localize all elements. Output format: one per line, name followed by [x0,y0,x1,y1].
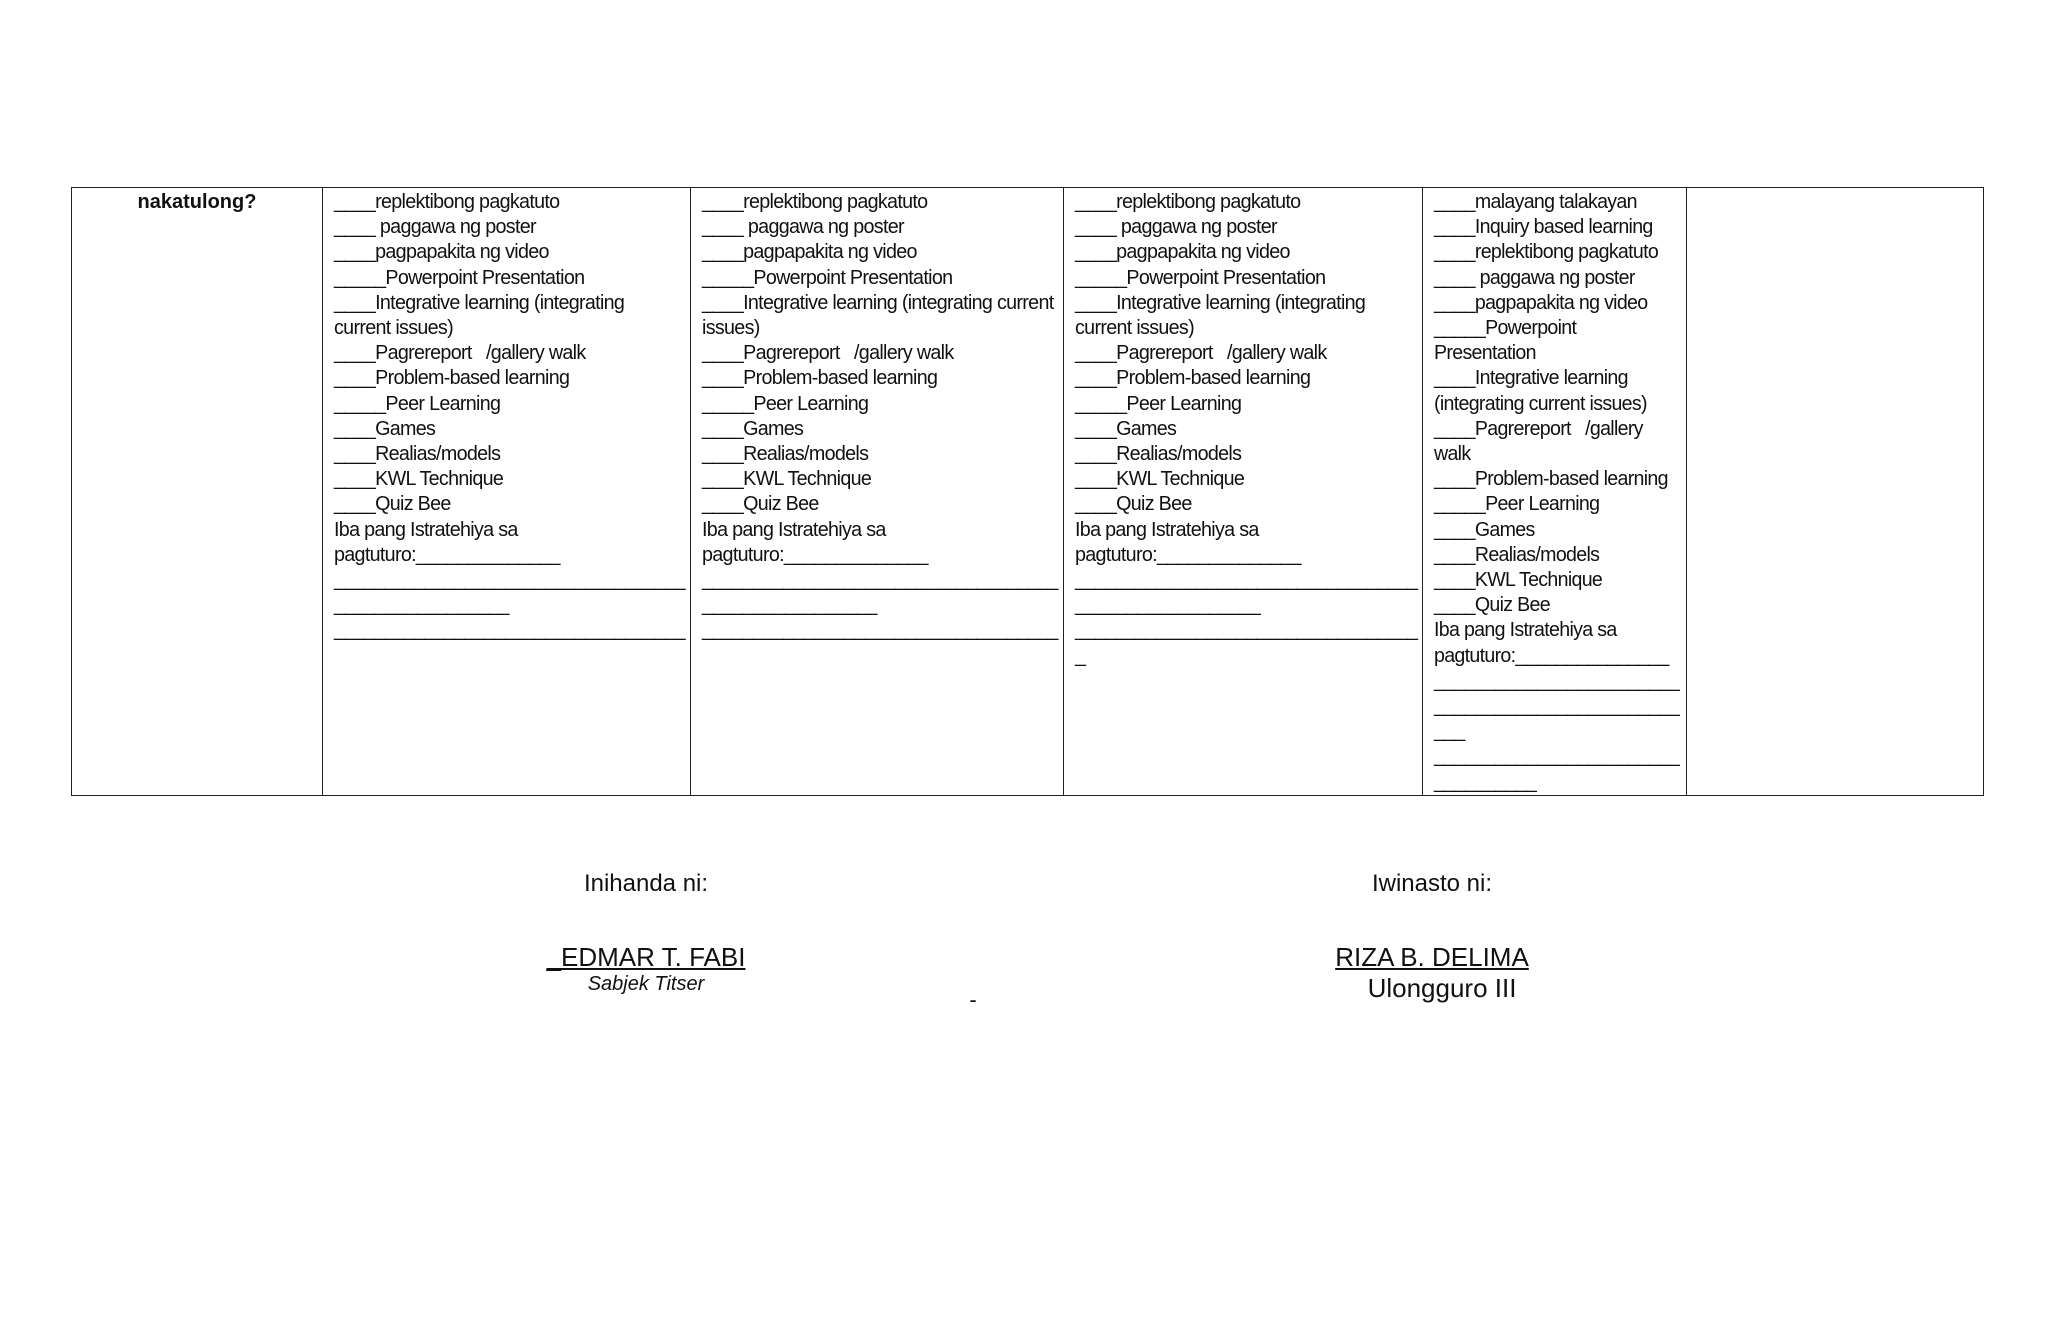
strategy-line: ____replektibong pagkatuto [702,191,928,213]
strategy-line: issues) [702,317,760,340]
strategy-line: ____Games [334,417,436,440]
center-mark: - [969,987,977,1012]
strategy-line: ____Integrative learning [1434,367,1628,390]
strategy-line: ____replektibong pagkatuto [1434,241,1659,264]
strategy-line: ____Inquiry based learning [1434,216,1653,239]
strategy-line: ____Pagrereport /gallery walk [334,342,586,365]
strategy-line: ____Games [1434,518,1535,541]
strategy-line: _____Powerpoint Presentation [334,266,585,289]
strategy-line: ____Realias/models [1075,443,1242,466]
prepared-by-name: _EDMAR T. FABI [546,942,746,972]
strategy-line: ________________________ [1434,745,1680,768]
strategy-line: __________________ [1075,594,1260,617]
strategy-line: ____Quiz Bee [1434,594,1550,617]
strategy-line: current issues) [1075,317,1194,340]
strategy-line: ___ [1434,720,1465,743]
strategy-line: ____Quiz Bee [334,493,451,516]
strategy-line: ____Pagrereport /gallery [1434,417,1643,440]
strategy-line: ____KWL Technique [334,468,504,491]
strategy-line: __________________________________ [1075,569,1418,592]
strategy-line: ____pagpapakita ng video [1434,291,1648,314]
strategy-line: Iba pang Istratehiya sa [1434,619,1617,642]
strategy-cell-2 [691,188,1064,796]
strategy-line: ____Integrative learning (integrating current [702,291,1054,314]
strategy-line: _____Peer Learning [1434,493,1600,516]
strategy-line: pagtuturo:______________ [1075,543,1301,566]
strategy-line: ________________________ [1434,669,1680,692]
checked-by-name: RIZA B. DELIMA [1335,942,1529,972]
strategy-line: ____Realias/models [702,443,869,466]
strategy-line: ____Realias/models [1434,543,1600,566]
strategy-line: __________ [1434,770,1537,793]
strategy-line: ___________________________________ [334,619,685,642]
strategy-line: ____ paggawa ng poster [702,216,904,239]
strategy-line: ____KWL Technique [1075,468,1245,491]
strategy-line: ____Pagrereport /gallery walk [702,342,954,365]
strategy-line: ____replektibong pagkatuto [1075,191,1301,213]
strategy-line: pagtuturo:______________ [334,543,560,566]
checked-by-title: Ulongguro III [1367,973,1517,1003]
strategy-line: __________________________________ [1075,619,1418,642]
strategy-line: ____pagpapakita ng video [702,241,917,264]
strategy-line: ____KWL Technique [702,468,872,491]
strategy-line: ____Problem-based learning [334,367,570,390]
strategy-cell-3 [1064,188,1423,796]
strategy-line: ____Problem-based learning [1075,367,1311,390]
strategy-line: ____Pagrereport /gallery walk [1075,342,1327,365]
strategy-line: ___________________________________ [334,569,685,592]
strategy-line: ____replektibong pagkatuto [334,191,560,213]
strategy-line: ____Integrative learning (integrating [334,291,625,314]
strategy-line: Iba pang Istratehiya sa [334,518,518,541]
strategy-line: ___________________________________ [702,619,1058,642]
strategy-line: ____KWL Technique [1434,569,1603,592]
row-label: nakatulong? [137,191,257,213]
strategy-line: pagtuturo:_______________ [1434,644,1669,667]
strategy-line: Iba pang Istratehiya sa [1075,518,1259,541]
strategy-cell-4 [1423,188,1687,796]
strategy-line: walk [1434,443,1471,466]
strategy-line: ____Integrative learning (integrating [1075,291,1366,314]
strategy-line: ___________________________________ [702,569,1058,592]
prepared-by-label: Inihanda ni: [583,870,709,897]
strategy-line: ____Realias/models [334,443,501,466]
strategy-line: ____Problem-based learning [702,367,938,390]
table-row [72,188,1984,796]
prepared-by-title: Sabjek Titser [587,973,705,995]
strategy-line: Iba pang Istratehiya sa [702,518,886,541]
strategy-line: ____Problem-based learning [1434,468,1668,491]
checked-by-label: Iwinasto ni: [1371,870,1493,897]
strategy-line: ____pagpapakita ng video [334,241,549,264]
strategy-line: ____Games [702,417,804,440]
strategy-line: _ [1075,644,1086,667]
strategy-line: Presentation [1434,342,1536,365]
strategy-line: _________________ [334,594,509,617]
strategy-line: _____Peer Learning [702,392,869,415]
strategy-line: _____Powerpoint Presentation [702,266,953,289]
strategy-line: pagtuturo:______________ [702,543,928,566]
strategy-line: ____Games [1075,417,1177,440]
strategy-line: _____Powerpoint Presentation [1075,266,1326,289]
strategy-table [71,187,1984,796]
strategy-line: ________________________ [1434,695,1680,718]
strategy-line: ____pagpapakita ng video [1075,241,1290,264]
strategy-line: current issues) [334,317,453,340]
strategy-line: ____Quiz Bee [1075,493,1192,516]
strategy-cell-1 [323,188,691,796]
row-label-cell [72,188,323,796]
strategy-line: _____Peer Learning [334,392,501,415]
strategy-line: (integrating current issues) [1434,392,1647,415]
strategy-cell-5 [1687,188,1984,796]
strategy-line: ____ paggawa ng poster [1075,216,1277,239]
strategy-line: _________________ [702,594,877,617]
strategy-line: _____Powerpoint [1434,317,1577,340]
strategy-line: ____ paggawa ng poster [334,216,536,239]
strategy-line: ____ paggawa ng poster [1434,266,1635,289]
strategy-line: ____Quiz Bee [702,493,819,516]
strategy-line: _____Peer Learning [1075,392,1242,415]
strategy-line: ____malayang talakayan [1434,191,1637,213]
